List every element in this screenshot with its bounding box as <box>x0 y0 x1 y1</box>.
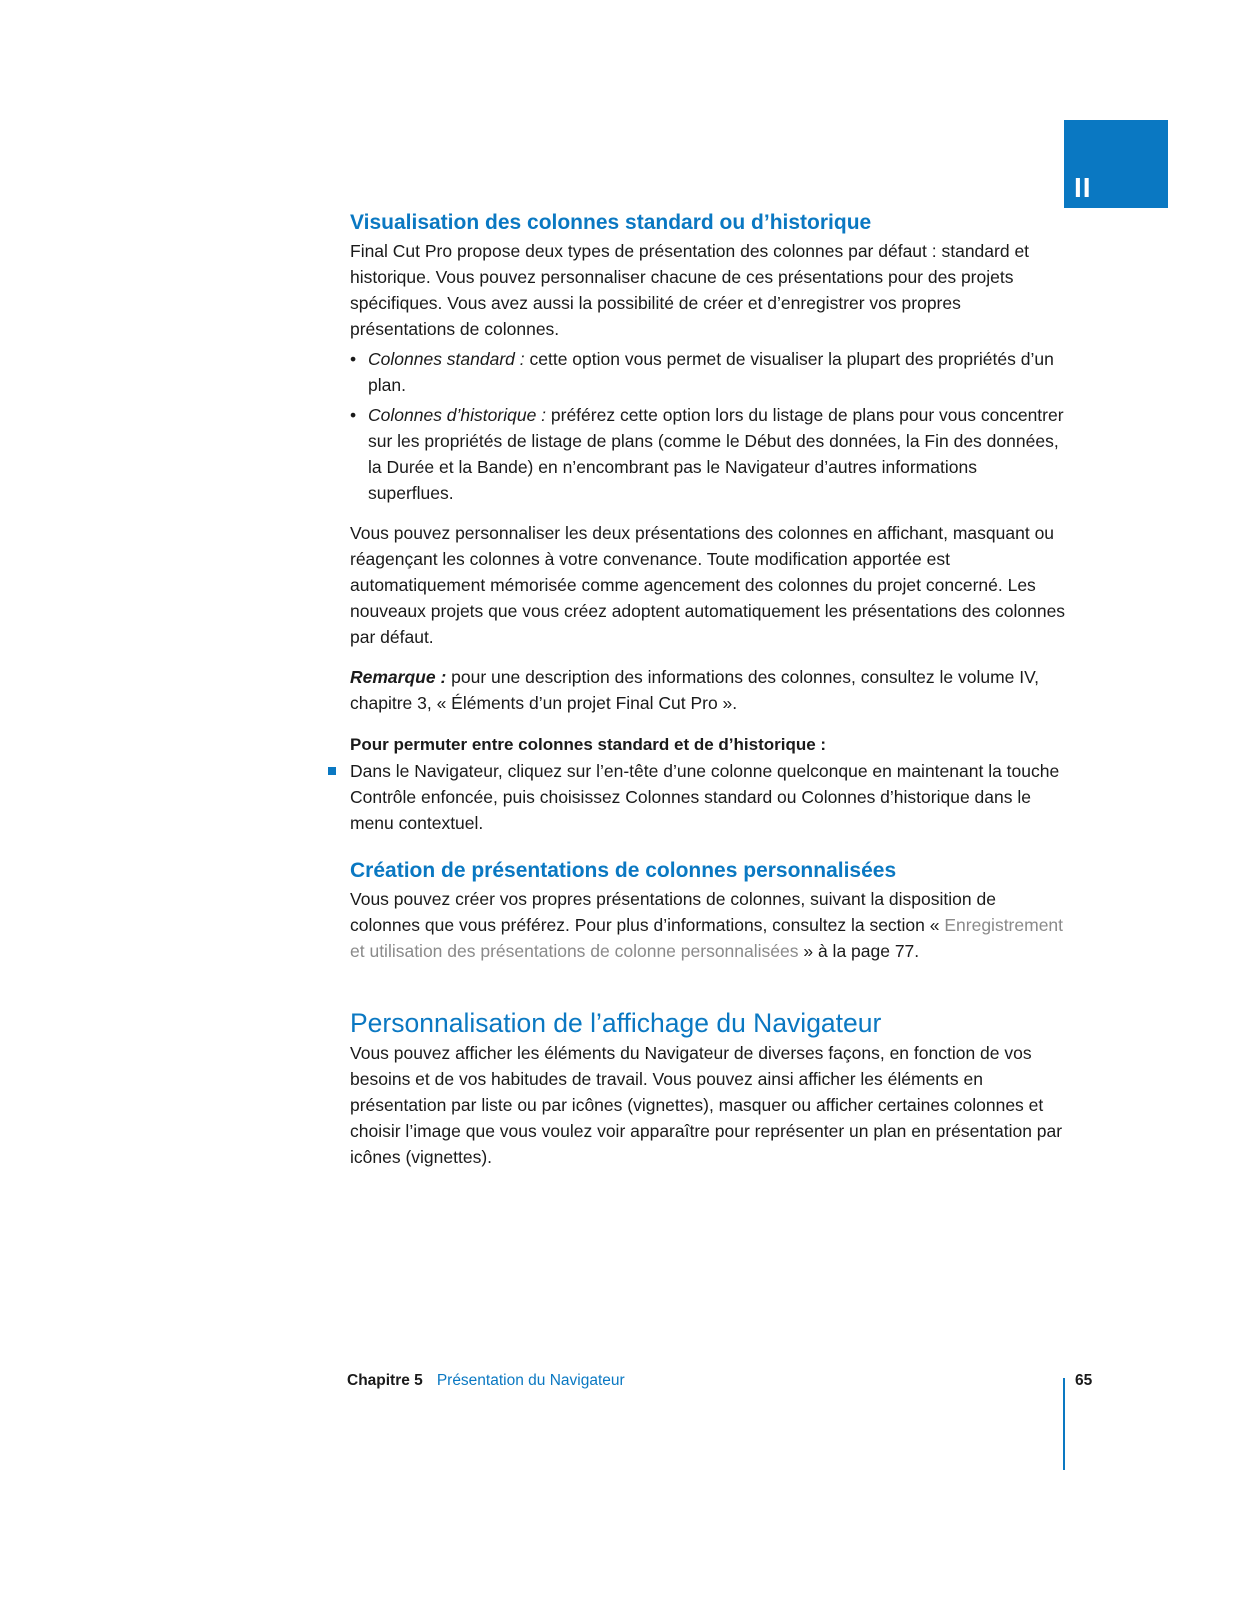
list-item-text: préférez cette option lors du listage de plans pour vous concentrer sur les propriétés de listage de plans (comme le Début des données, la Fin des données, la Durée et la Bande) en n’encombrant pas le Navigateur d’autres informations superflues. <box>368 405 1064 503</box>
page-footer <box>347 1368 1067 1394</box>
footer-chapter-title: Présentation du Navigateur <box>436 1372 625 1389</box>
list-item <box>350 402 1066 506</box>
section-heading-browser-display: Personnalisation de l’affichage du Navigateur <box>350 1008 882 1038</box>
task-title: Pour permuter entre colonnes standard et de d’historique : <box>350 735 827 754</box>
note-label: Remarque : <box>350 667 447 687</box>
note-text: pour une description des informations des colonnes, consultez le volume IV, chapitre 3, « Éléments d’un projet Final Cut Pro ». <box>350 667 1040 713</box>
page-number: 65 <box>1075 1372 1093 1389</box>
custom-layouts-paragraph <box>350 886 1066 964</box>
list-item <box>350 346 1066 398</box>
part-tab <box>1064 120 1168 208</box>
task-step-text: Dans le Navigateur, cliquez sur l’en-tête d’une colonne quelconque en maintenant la touche Contrôle enfoncée, puis choisissez Colonnes standard ou Colonnes d’historique dans le menu contextuel. <box>350 761 1060 833</box>
footer-chapter: Chapitre 5 <box>347 1372 423 1389</box>
footer-rule <box>1063 1378 1065 1470</box>
column-types-list <box>350 346 1066 506</box>
section-intro-paragraph: Final Cut Pro propose deux types de présentation des colonnes par défaut : standard et historique. Vous pouvez personnaliser chacune de ces présentations pour des projets spécifiques. Vous avez aussi la possibilité de créer et d’enregistrer vos propres présentations de colonnes. <box>350 241 1030 339</box>
list-item-text: cette option vous permet de visualiser la plupart des propriétés d’un plan. <box>368 349 1054 395</box>
list-item-term: Colonnes d’historique : <box>368 405 547 425</box>
browser-display-paragraph: Vous pouvez afficher les éléments du Navigateur de diverses façons, en fonction de vos besoins et de vos habitudes de travail. Vous pouvez ainsi afficher les éléments en présentation par liste ou par icônes (vignettes), masquer ou afficher certaines colonnes et choisir l’image que vous voulez voir apparaître pour représenter un plan en présentation par icônes (vignettes). <box>350 1043 1063 1167</box>
page-content <box>350 208 1066 1170</box>
custom-layouts-text-after: » à la page 77. <box>798 941 920 961</box>
section-heading-custom-layouts: Création de présentations de colonnes personnalisées <box>350 859 897 882</box>
step-square-icon <box>328 767 336 775</box>
bullet-icon: • <box>350 405 357 425</box>
bullet-icon: • <box>350 349 357 369</box>
section-heading-standard-history: Visualisation des colonnes standard ou d’historique <box>350 211 872 234</box>
customization-paragraph: Vous pouvez personnaliser les deux présentations des colonnes en affichant, masquant ou réagençant les colonnes à votre convenance. Toute modification apportée est automatiquement mémorisée comme agencement des colonnes du projet concerné. Les nouveaux projets que vous créez adoptent automatiquement les présentations des colonnes par défaut. <box>350 523 1066 647</box>
custom-layouts-text-before: Vous pouvez créer vos propres présentations de colonnes, suivant la disposition de colonnes que vous préférez. Pour plus d’informations, consultez la section « <box>350 889 996 935</box>
note-paragraph <box>350 664 1066 716</box>
cross-reference-link[interactable]: Enregistrement et utilisation des présentations de colonne personnalisées <box>350 915 1064 961</box>
list-item-term: Colonnes standard : <box>368 349 525 369</box>
part-tab-label: II <box>1074 172 1092 203</box>
task-step <box>350 758 1066 836</box>
